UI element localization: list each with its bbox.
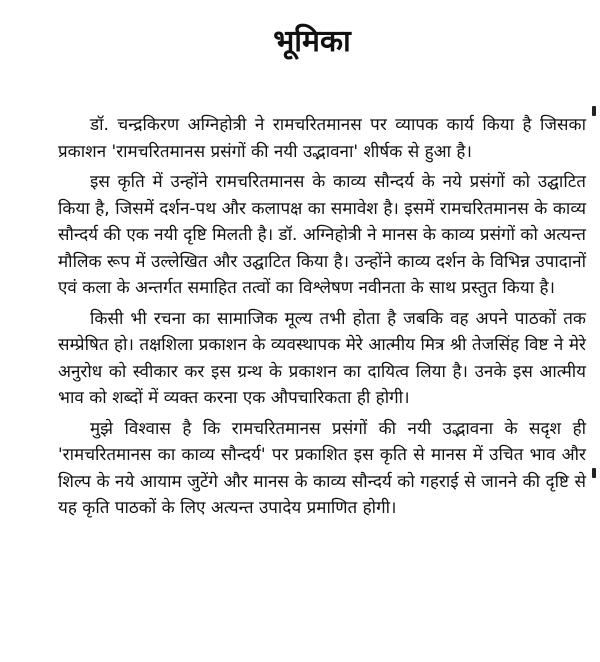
- paragraph-work-description: इस कृति में उन्होंने रामचरितमानस के काव्य सौन्दर्य के नये प्रसंगों को उद्घाटित किया है, जिसमें दर्शन-पथ और कलापक्ष का समावेश है। इसमें रामचरितमानस के काव्य सौन्दर्य की एक नयी दृष्टि मिलती है। डॉ. अग्निहोत्री ने मानस के काव्य प्रसंगों को अत्यन्त मौलिक रूप में उल्लेखित और उद्घाटित किया है। उन्होंने काव्य दर्शन के विभिन्न उपादानों एवं कला के अन्तर्गत समाहित तत्वों का विश्लेषण नवीनता के साथ प्रस्तुत किया है।: [58, 172, 586, 298]
- scan-edge-mark: [592, 106, 596, 116]
- scan-edge-mark: [592, 468, 596, 478]
- paragraph-intro: डॉ. चन्द्रकिरण अग्निहोत्री ने रामचरितमानस पर व्यापक कार्य किया है जिसका प्रकाशन 'रामचरितमानस प्रसंगों की नयी उद्भावना' शीर्षक से हुआ है।: [58, 115, 586, 162]
- paragraph-conclusion: मुझे विश्वास है कि रामचरितमानस प्रसंगों की नयी उद्भावना के सदृश ही 'रामचरितमानस का काव्य सौन्दर्य' पर प्रकाशित इस कृति से मानस में उचित भाव और शिल्प के नये आयाम जुटेंगे और मानस के काव्य सौन्दर्य को गहराई से जानने की दृष्टि से यह कृति पाठकों के लिए अत्यन्त उपादेय प्रमाणित होगी।: [58, 418, 586, 518]
- paragraph-acknowledgement: किसी भी रचना का सामाजिक मूल्य तभी होता है जबकि वह अपने पाठकों तक सम्प्रेषित हो। तक्षशिला प्रकाशन के व्यवस्थापक मेरे आत्मीय मित्र श्री तेजसिंह विष्ट ने मेरे अनुरोध को स्वीकार कर इस ग्रन्थ के प्रकाशन का दायित्व लिया है। उनके इस आत्मीय भाव को शब्दों में व्यक्त करना एक औपचारिकता ही होगी।: [58, 308, 586, 408]
- page-title: भूमिका: [273, 24, 351, 59]
